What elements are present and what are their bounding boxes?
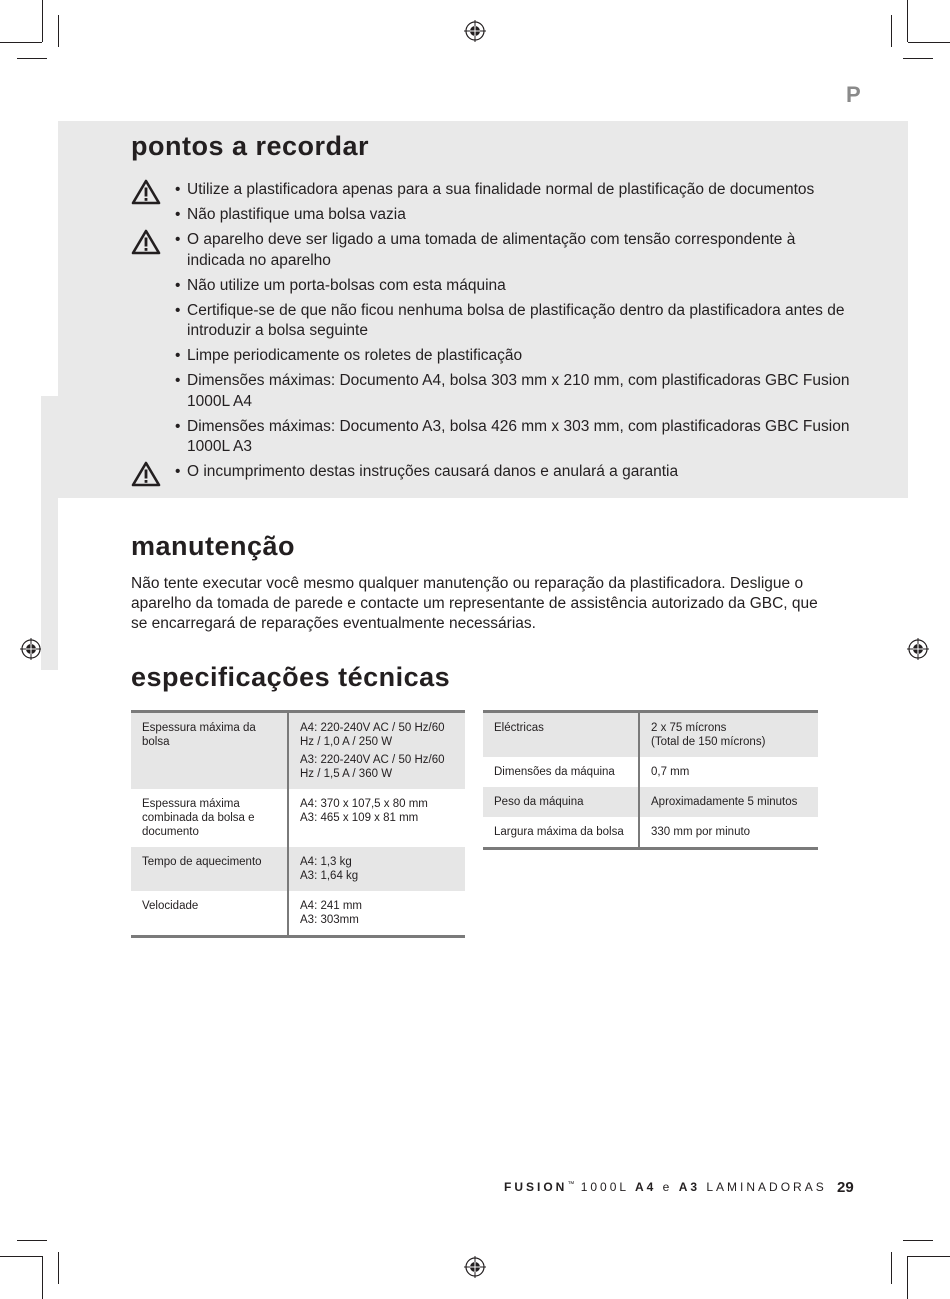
crop-mark — [58, 1252, 59, 1284]
table-row — [131, 847, 465, 891]
remember-list-item — [131, 301, 851, 342]
spec-value: Aproximadamente 5 minutos — [639, 787, 818, 817]
spec-value-a4: A4: 1,3 kg — [300, 856, 352, 868]
spec-value — [288, 847, 465, 891]
crop-mark — [0, 1256, 42, 1257]
specs-table-left — [131, 710, 465, 938]
specs-table-right — [483, 710, 818, 850]
bullet: • — [175, 276, 181, 294]
remember-item-text: O incumprimento destas instruções causará danos e anulará a garantia — [187, 463, 679, 480]
spec-value-line: 2 x 75 mícrons — [651, 722, 727, 734]
side-strip — [41, 396, 58, 670]
spec-label: Dimensões da máquina — [483, 757, 639, 787]
spec-label: Largura máxima da bolsa — [483, 817, 639, 849]
language-tab: P — [846, 82, 861, 107]
crop-mark — [903, 58, 933, 59]
remember-list-item — [131, 346, 851, 367]
spec-value-a4: A4: 370 x 107,5 x 80 mm — [300, 798, 428, 810]
spec-value-a3: A3: 220-240V AC / 50 Hz/60 Hz / 1,5 A / 360 W — [300, 754, 445, 780]
crop-mark — [17, 1240, 47, 1241]
remember-item-text: Certifique-se de que não ficou nenhuma bolsa de plastificação dentro da plastificadora antes de introduzir a bolsa seguinte — [187, 301, 845, 339]
remember-list-item — [131, 371, 851, 412]
spec-value — [639, 712, 818, 758]
bullet: • — [175, 231, 181, 248]
table-row — [131, 712, 465, 790]
table-row — [483, 787, 818, 817]
crop-mark — [908, 42, 950, 43]
spec-value — [288, 712, 465, 790]
spec-value: 0,7 mm — [651, 766, 690, 778]
remember-list-item — [131, 462, 851, 483]
crop-mark — [907, 1256, 908, 1299]
remember-item-text: O aparelho deve ser ligado a uma tomada de alimentação com tensão correspondente à indicada no aparelho — [187, 231, 796, 269]
spec-value-a4: A4: 220-240V AC / 50 Hz/60 Hz / 1,0 A / 250 W — [300, 722, 445, 748]
remember-list-item — [131, 180, 851, 201]
remember-list-item — [131, 276, 851, 297]
spec-value-a3: A3: 465 x 109 x 81 mm — [300, 812, 419, 824]
remember-item-text: Dimensões máximas: Documento A4, bolsa 303 mm x 210 mm, com plastificadoras GBC Fusion 1000L A4 — [187, 372, 850, 410]
remember-list-item — [131, 417, 851, 458]
remember-item-text: Limpe periodicamente os roletes de plastificação — [187, 347, 523, 364]
crop-mark — [0, 42, 42, 43]
spec-value: 330 mm por minuto — [651, 826, 751, 838]
footer-product-line — [504, 1180, 827, 1194]
bullet: • — [175, 206, 181, 223]
crop-mark — [891, 15, 892, 47]
bullet: • — [175, 372, 181, 389]
bullet: • — [175, 181, 181, 198]
footer-conj: e — [662, 1180, 673, 1194]
page-number: 29 — [837, 1179, 854, 1196]
warning-icon — [131, 461, 161, 487]
spec-value — [288, 891, 465, 937]
table-row — [483, 757, 818, 787]
spec-value-line: (Total de 150 mícrons) — [651, 736, 766, 748]
spec-value-a4: A4: 241 mm — [300, 900, 362, 912]
spec-label: Velocidade — [131, 891, 288, 937]
footer-model: 1000L — [580, 1180, 629, 1194]
remember-item-text: Dimensões máximas: Documento A3, bolsa 426 mm x 303 mm, com plastificadoras GBC Fusion 1000L A3 — [187, 417, 850, 455]
footer-size-a3: A3 — [678, 1180, 701, 1194]
remember-item-text: Utilize a plastificadora apenas para a sua finalidade normal de plastificação de documentos — [187, 181, 815, 198]
spec-label: Peso da máquina — [483, 787, 639, 817]
footer-size-a4: A4 — [634, 1180, 657, 1194]
crop-mark — [58, 15, 59, 47]
table-row — [483, 712, 818, 758]
bullet: • — [175, 417, 181, 435]
remember-item-text: Não utilize um porta-bolsas com esta máquina — [187, 276, 506, 294]
crop-mark — [17, 58, 47, 59]
spec-label: Eléctricas — [483, 712, 639, 758]
remember-list — [131, 180, 851, 487]
spec-value-a3: A3: 1,64 kg — [300, 870, 359, 882]
spec-label: Espessura máxima combinada da bolsa e documento — [131, 789, 288, 847]
maintenance-heading: manutenção — [131, 531, 296, 561]
registration-mark-icon — [464, 20, 486, 42]
spec-label: Tempo de aquecimento — [131, 847, 288, 891]
spec-value-a3: A3: 303mm — [300, 914, 359, 926]
spec-label: Espessura máxima da bolsa — [131, 712, 288, 790]
registration-mark-icon — [907, 638, 929, 660]
table-row — [131, 891, 465, 937]
crop-mark — [42, 0, 43, 42]
warning-icon — [131, 179, 161, 205]
remember-heading: pontos a recordar — [131, 131, 370, 161]
registration-mark-icon — [464, 1256, 486, 1278]
crop-mark — [903, 1240, 933, 1241]
specs-heading: especificações técnicas — [131, 662, 451, 692]
bullet: • — [175, 347, 181, 364]
crop-mark — [42, 1256, 43, 1299]
remember-item-text: Não plastifique uma bolsa vazia — [187, 206, 406, 223]
crop-mark — [907, 0, 908, 42]
table-row — [131, 789, 465, 847]
crop-mark — [908, 1256, 950, 1257]
registration-mark-icon — [20, 638, 42, 660]
maintenance-text: Não tente executar você mesmo qualquer manutenção ou reparação da plastificadora. Desligue o aparelho da tomada de parede e contacte um representante de assistência autorizado da GBC, que se encarregará de reparações eventualmente necessárias. — [131, 575, 818, 633]
remember-list-item — [131, 230, 851, 271]
spec-value — [288, 789, 465, 847]
remember-list-item — [131, 205, 851, 226]
warning-icon — [131, 229, 161, 255]
footer-product: LAMINADORAS — [706, 1180, 827, 1194]
footer-brand: FUSION — [504, 1180, 568, 1194]
footer-tm: ™ — [567, 1181, 575, 1188]
bullet: • — [175, 463, 181, 480]
crop-mark — [891, 1252, 892, 1284]
table-row — [483, 817, 818, 849]
bullet: • — [175, 301, 181, 319]
